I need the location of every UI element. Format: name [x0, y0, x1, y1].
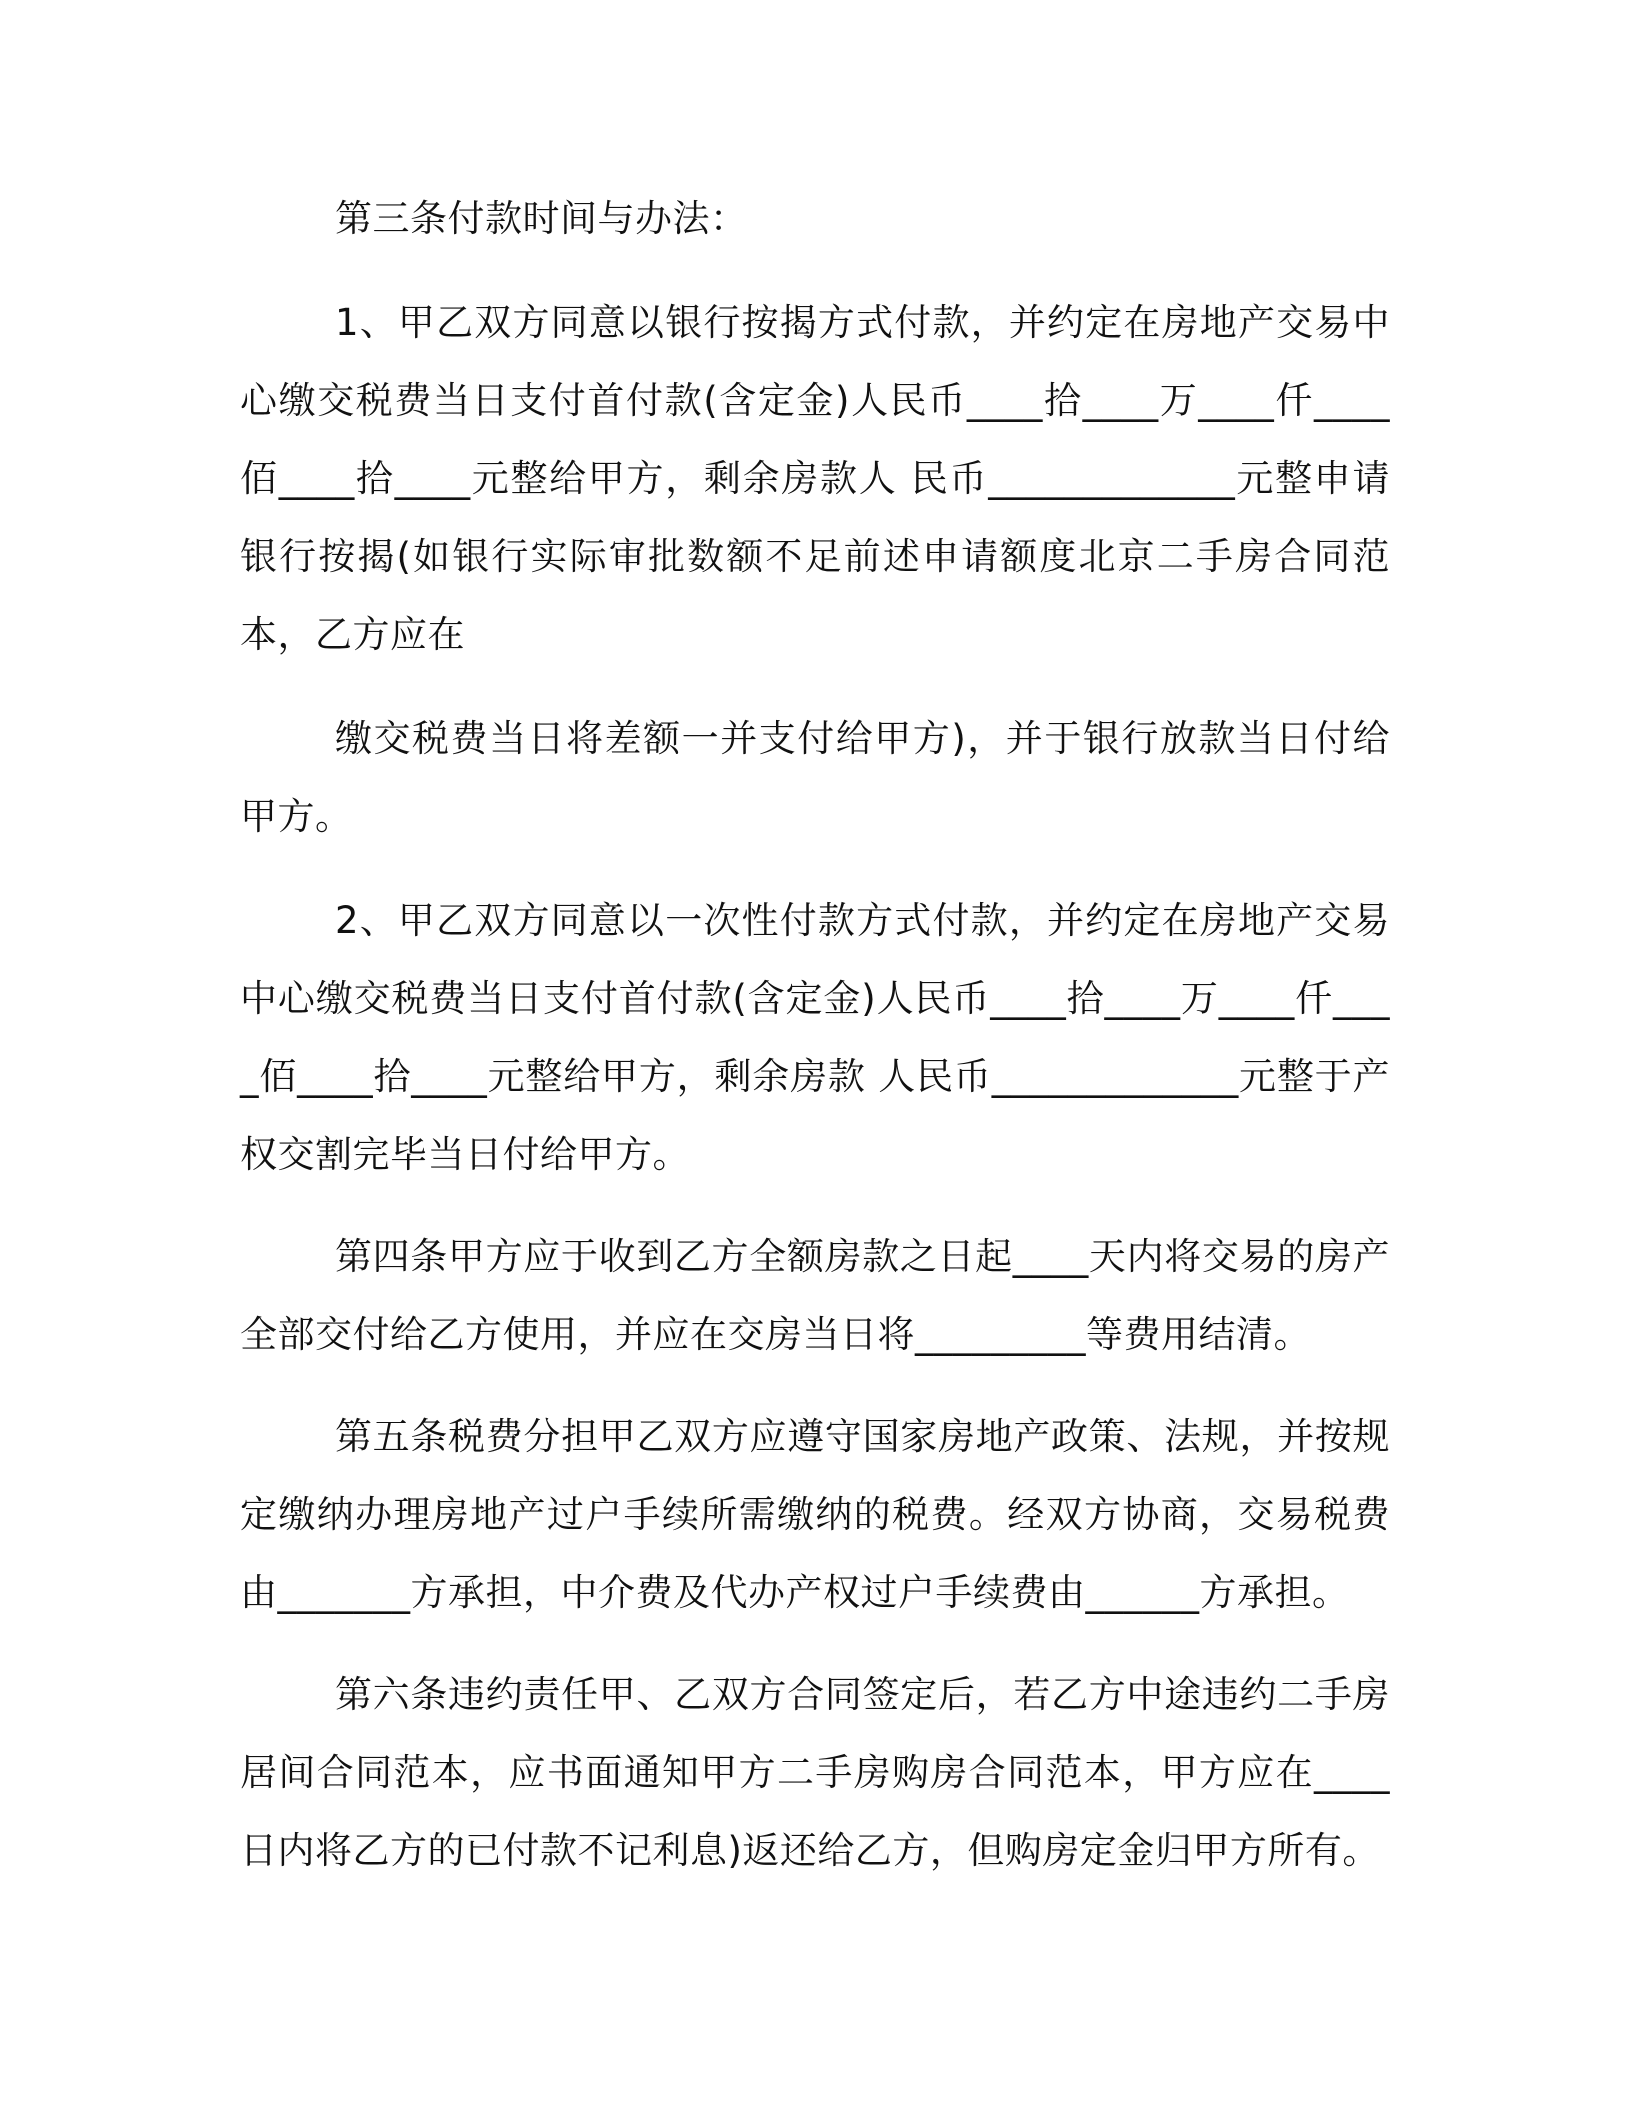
article-3-heading: 第三条付款时间与办法：	[335, 197, 748, 240]
article-6-paragraph: 第六条违约责任甲、乙双方合同签定后，若乙方中途违约二手房居间合同范本，应书面通知甲方二手房购房合同范本，甲方应在____日内将乙方的已付款不记利息)返还给乙方，但购房定金归甲方所有。	[240, 1673, 1390, 1872]
article-3-clause-1-continued: 缴交税费当日将差额一并支付给甲方)，并于银行放款当日付给甲方。	[240, 717, 1390, 838]
article-3-clause-2: 2、甲乙双方同意以一次性付款方式付款，并约定在房地产交易中心缴交税费当日支付首付款(含定金)人民币____拾____万____仟____佰____拾____元整给甲方，剩余房款 人民币_____________元整于产权交割完毕当日付给甲方。	[240, 899, 1390, 1176]
article-5-paragraph: 第五条税费分担甲乙双方应遵守国家房地产政策、法规，并按规定缴纳办理房地产过户手续所需缴纳的税费。经双方协商，交易税费由_______方承担，中介费及代办产权过户手续费由______方承担。	[240, 1415, 1390, 1614]
article-4-paragraph: 第四条甲方应于收到乙方全额房款之日起____天内将交易的房产全部交付给乙方使用，并应在交房当日将_________等费用结清。	[240, 1235, 1390, 1356]
document-body	[240, 180, 1390, 1890]
article-3-clause-1: 1、甲乙双方同意以银行按揭方式付款，并约定在房地产交易中心缴交税费当日支付首付款(含定金)人民币____拾____万____仟____佰____拾____元整给甲方，剩余房款人 民币_____________元整申请银行按揭(如银行实际审批数额不足前述申请额度北京二手房合同范本，乙方应在	[240, 301, 1390, 656]
